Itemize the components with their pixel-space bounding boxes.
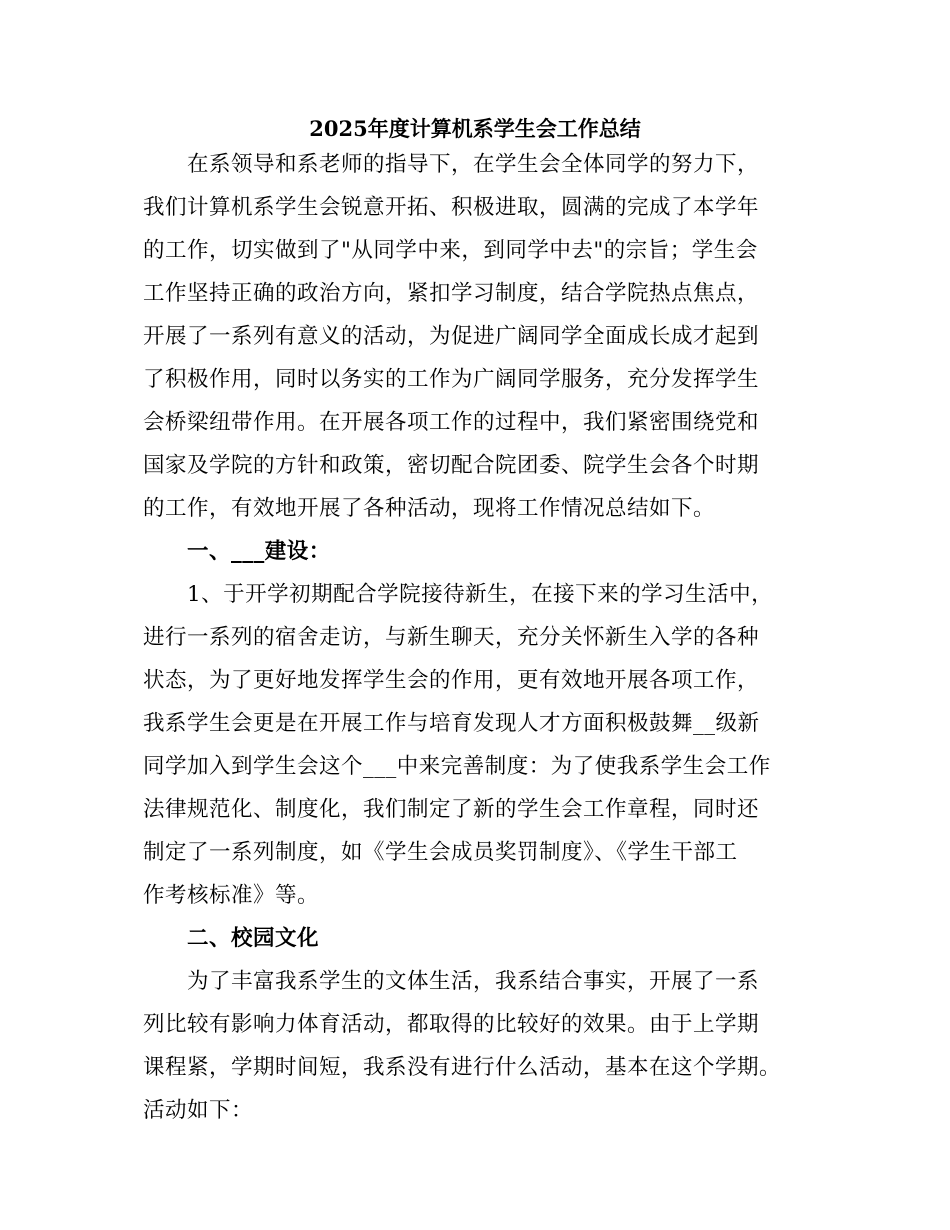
section2-line: 列比较有影响力体育活动，都取得的比较好的效果。由于上学期	[143, 1012, 760, 1037]
intro-line: 开展了一系列有意义的活动，为促进广阔同学全面成长成才起到	[143, 324, 760, 349]
section1-line: 我系学生会更是在开展工作与培育发现人才方面积极鼓舞__级新	[143, 711, 760, 736]
section1-line: 作考核标准》等。	[143, 883, 320, 908]
section-heading: 一、___建设：	[187, 539, 331, 564]
section1-line: 状态，为了更好地发挥学生会的作用，更有效地开展各项工作，	[143, 668, 760, 693]
intro-line: 我们计算机系学生会锐意开拓、积极进取，圆满的完成了本学年	[143, 195, 760, 220]
document-title: 2025年度计算机系学生会工作总结	[309, 116, 641, 141]
section1-line: 1、于开学初期配合学院接待新生，在接下来的学习生活中，	[187, 582, 774, 607]
intro-line: 的工作，有效地开展了各种活动，现将工作情况总结如下。	[143, 496, 716, 521]
section2-line: 活动如下：	[143, 1098, 254, 1123]
section1-line: 进行一系列的宿舍走访，与新生聊天，充分关怀新生入学的各种	[143, 625, 760, 650]
section1-line: 法律规范化、制度化，我们制定了新的学生会工作章程，同时还	[143, 797, 760, 822]
section1-line: 同学加入到学生会这个___中来完善制度：为了使我系学生会工作	[143, 754, 771, 779]
section2-line: 课程紧，学期时间短，我系没有进行什么活动，基本在这个学期。	[143, 1055, 782, 1080]
intro-line: 在系领导和系老师的指导下，在学生会全体同学的努力下，	[187, 152, 760, 177]
intro-line: 的工作，切实做到了"从同学中来，到同学中去"的宗旨；学生会	[143, 238, 758, 263]
intro-line: 国家及学院的方针和政策，密切配合院团委、院学生会各个时期	[143, 453, 760, 478]
intro-line: 工作坚持正确的政治方向，紧扣学习制度，结合学院热点焦点，	[143, 281, 760, 306]
section1-line: 制定了一系列制度，如《学生会成员奖罚制度》、《学生干部工	[143, 840, 738, 865]
intro-line: 会桥梁纽带作用。在开展各项工作的过程中，我们紧密围绕党和	[143, 410, 760, 435]
section2-line: 为了丰富我系学生的文体生活，我系结合事实，开展了一系	[187, 969, 760, 994]
intro-line: 了积极作用，同时以务实的工作为广阔同学服务，充分发挥学生	[143, 367, 760, 392]
section-heading: 二、校园文化	[187, 926, 320, 951]
